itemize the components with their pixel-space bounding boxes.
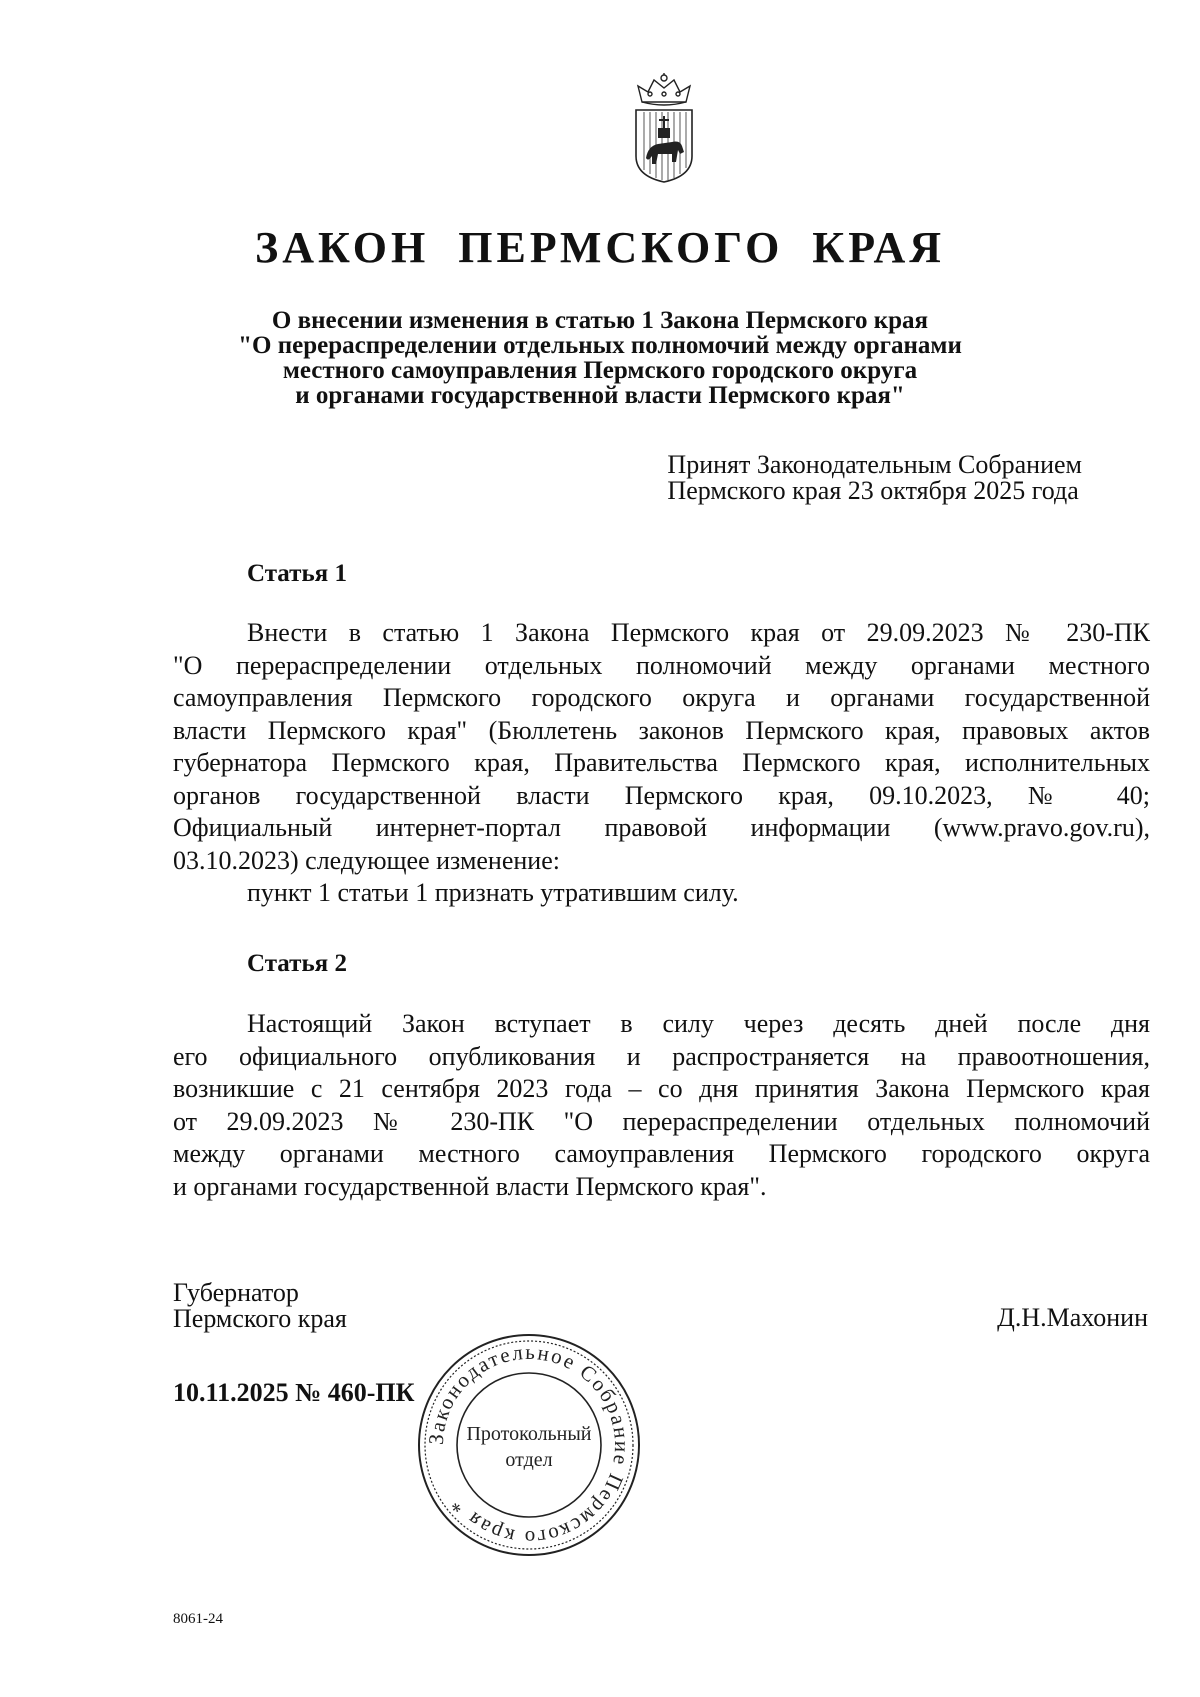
paragraph-line: между органами местного самоуправления Пермского городского округа bbox=[173, 1139, 1150, 1168]
paragraph-line: его официального опубликования и распространяется на правоотношения, bbox=[173, 1041, 1150, 1071]
paragraph-line: органов государственной власти Пермского края, 09.10.2023, № 40; bbox=[173, 780, 1150, 810]
perm-coat-of-arms-icon bbox=[628, 72, 700, 184]
paragraph-line: возникшие с 21 сентября 2023 года – со дня принятия Закона Пермского края bbox=[173, 1074, 1150, 1103]
official-stamp bbox=[416, 1332, 642, 1558]
law-subtitle bbox=[150, 308, 1050, 408]
stamp-ring-text: Законодательное Собрание Пермского края * bbox=[423, 1339, 635, 1551]
article-1-heading: Статья 1 bbox=[247, 560, 347, 587]
paragraph-line: 03.10.2023) следующее изменение: bbox=[173, 845, 560, 875]
subtitle-line: О внесении изменения в статью 1 Закона Пермского края bbox=[271, 307, 929, 334]
paragraph-line: Официальный интернет-портал правовой информации (www.pravo.gov.ru), bbox=[173, 813, 1150, 842]
subtitle-line: местного самоуправления Пермского городского округа bbox=[282, 357, 918, 384]
subtitle-line: и органами государственной власти Пермского края" bbox=[295, 382, 905, 409]
adoption-line: Пермского края 23 октября 2025 года bbox=[667, 476, 1079, 505]
paragraph-line: Настоящий Закон вступает в силу через десять дней после дня bbox=[247, 1009, 1150, 1038]
adoption-line: Принят Законодательным Собранием bbox=[667, 450, 1082, 479]
paragraph-line: Внести в статью 1 Закона Пермского края от 29.09.2023 № 230-ПК bbox=[247, 618, 1150, 647]
article-1-paragraph bbox=[173, 617, 1150, 910]
subtitle-line: "О перераспределении отдельных полномочий между органами bbox=[238, 332, 962, 359]
document-title: ЗАКОН ПЕРМСКОГО КРАЯ bbox=[254, 223, 946, 272]
paragraph-line: губернатора Пермского края, Правительства Пермского края, исполнительных bbox=[173, 748, 1150, 777]
document-code: 8061-24 bbox=[173, 1611, 223, 1627]
signatory-position-line: Губернатор bbox=[173, 1278, 299, 1307]
signatory-name: Д.Н.Махонин bbox=[997, 1303, 1148, 1332]
stamp-center-line: отдел bbox=[505, 1449, 553, 1471]
article-2-paragraph bbox=[173, 1008, 1150, 1203]
paragraph-line: от 29.09.2023 № 230-ПК "О перераспределении отдельных полномочий bbox=[173, 1106, 1150, 1136]
law-date-number: 10.11.2025 № 460-ПК bbox=[173, 1378, 415, 1407]
paragraph-line: "О перераспределении отдельных полномочий между органами местного bbox=[173, 650, 1150, 680]
article-2-heading: Статья 2 bbox=[247, 950, 347, 977]
paragraph-line: самоуправления Пермского городского округа и органами государственной bbox=[173, 683, 1150, 712]
signatory-position bbox=[173, 1280, 347, 1332]
stamp-center-line: Протокольный bbox=[466, 1423, 592, 1445]
adoption-note bbox=[667, 452, 1082, 504]
paragraph-line: власти Пермского края" (Бюллетень законов Пермского края, правовых актов bbox=[173, 715, 1150, 745]
amendment-item: пункт 1 статьи 1 признать утратившим силу. bbox=[247, 878, 739, 907]
signatory-position-line: Пермского края bbox=[173, 1304, 347, 1333]
paragraph-line: и органами государственной власти Пермского края". bbox=[173, 1171, 767, 1201]
